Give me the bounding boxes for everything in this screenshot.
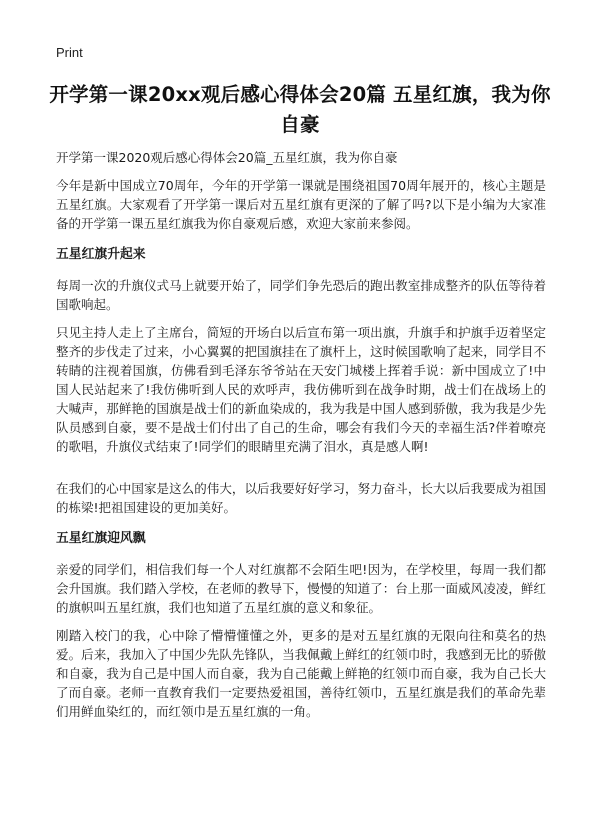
page-title: 开学第一课20xx观后感心得体会20篇 五星红旗，我为你自豪 bbox=[49, 83, 551, 136]
section-heading: 五星红旗升起来 bbox=[56, 247, 146, 262]
article-subtitle: 开学第一课2020观后感心得体会20篇_五星红旗，我为你自豪 bbox=[56, 150, 398, 165]
section-heading: 五星红旗迎风飘 bbox=[56, 531, 146, 546]
intro-paragraph: 今年是新中国成立70周年，今年的开学第一课就是围绕祖国70周年展开的，核心主题是五星红旗。大家观看了开学第一课后对五星红旗有更深的了解了吗?以下是小编为大家准备的开学第一课五星红旗我为你自豪观后感，欢迎大家前来参阅。 bbox=[56, 178, 546, 231]
section-paragraph: 在我们的心中国家是这么的伟大，以后我要好好学习，努力奋斗，长大以后我要成为祖国的栋梁!把祖国建设的更加美好。 bbox=[56, 481, 546, 515]
section-paragraph: 每周一次的升旗仪式马上就要开始了，同学们争先恐后的跑出教室排成整齐的队伍等待着国歌响起。 bbox=[56, 278, 546, 312]
section-paragraph: 只见主持人走上了主席台，简短的开场白以后宣布第一项出旗，升旗手和护旗手迈着坚定整齐的步伐走了过来，小心翼翼的把国旗挂在了旗杆上，这时候国歌响了起来，同学目不转睛的注视着国旗，仿佛看到毛泽东爷爷站在天安门城楼上挥着手说：新中国成立了!中国人民站起来了!我仿佛听到人民的欢呼声，我仿佛听到在战争时期，战士们在战场上的大喊声，那鲜艳的国旗是战士们的新血染成的，我为我是中国人感到骄傲，我为我是少先队员感到自豪，要不是战士们付出了自己的生命，哪会有我们今天的幸福生活?伴着嘹亮的歌唱，升旗仪式结束了!同学们的眼睛里充满了泪水，真是感人啊! bbox=[56, 325, 546, 454]
print-link[interactable]: Print bbox=[56, 45, 83, 60]
section-paragraph: 刚踏入校门的我，心中除了懵懵懂懂之外，更多的是对五星红旗的无限向往和莫名的热爱。后来，我加入了中国少先队先锋队，当我佩戴上鲜红的红领巾时，我感到无比的骄傲和自豪，我为自己是中国人而自豪，我为自己能戴上鲜艳的红领巾而自豪，我为自己长大了而自豪。老师一直教育我们一定要热爱祖国，善待红领巾，五星红旗是我们的革命先辈们用鲜血染红的，而红领巾是五星红旗的一角。 bbox=[56, 628, 546, 719]
section-paragraph: 亲爱的同学们，相信我们每一个人对红旗都不会陌生吧!因为，在学校里，每周一我们都会升国旗。我们踏入学校，在老师的教导下，慢慢的知道了：台上那一面威风凌凌，鲜红的旗帜叫五星红旗，我们也知道了五星红旗的意义和象征。 bbox=[56, 562, 546, 615]
